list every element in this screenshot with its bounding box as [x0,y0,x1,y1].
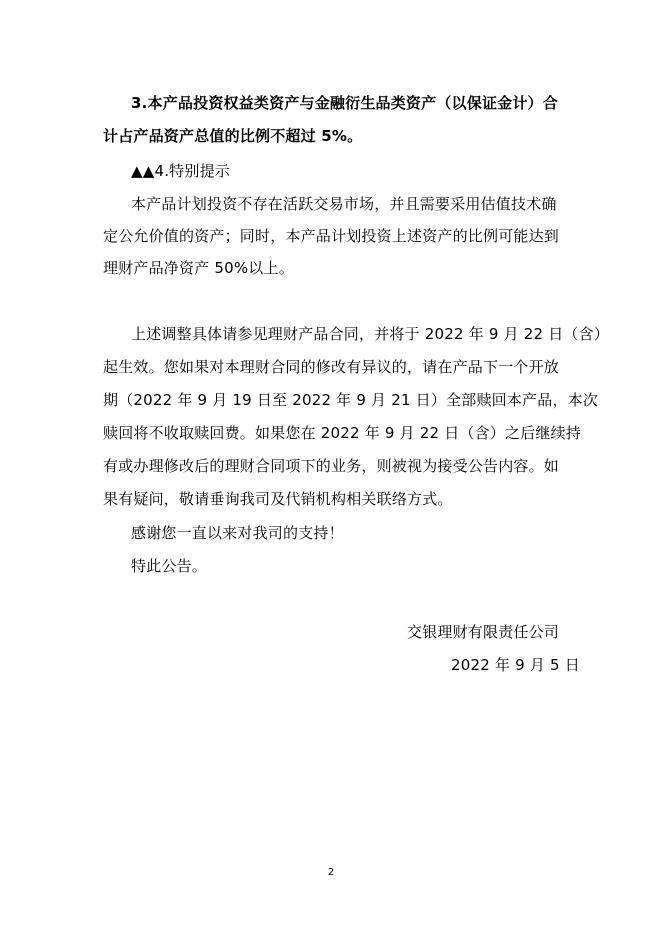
notice-line-1: 上述调整具体请参见理财产品合同，并将于 2022 年 9 月 22 日（含） [131,325,610,343]
special-notice-line-3: 理财产品净资产 50%以上。 [103,259,294,277]
notice-line-6: 果有疑问，敬请垂询我司及代销机构相关联络方式。 [103,490,453,508]
closing-line: 特此公告。 [131,557,208,575]
page-number: 2 [327,867,335,878]
notice-line-3: 期（2022 年 9 月 19 日至 2022 年 9 月 21 日）全部赎回本产品，本次 [103,391,599,409]
thanks-line: 感谢您一直以来对我司的支持！ [131,524,344,542]
clause3-line-2: 计占产品资产总值的比例不超过 5%。 [103,127,363,145]
notice-line-4: 赎回将不收取赎回费。如果您在 2022 年 9 月 22 日（含）之后继续持 [103,424,582,442]
notice-line-5: 有或办理修改后的理财合同项下的业务，则被视为接受公告内容。如 [103,457,560,475]
special-notice-line-2: 定公允价值的资产；同时，本产品计划投资上述资产的比例可能达到 [103,227,560,245]
notice-line-2: 起生效。您如果对本理财合同的修改有异议的，请在产品下一个开放 [103,358,560,376]
signature-date: 2022 年 9 月 5 日 [451,656,580,674]
company-signature: 交银理财有限责任公司 [407,623,560,641]
special-notice-heading: ▲▲4.特别提示 [131,162,230,180]
clause3-line-1: 3.本产品投资权益类资产与金融衍生品类资产（以保证金计）合 [131,94,558,112]
special-notice-line-1: 本产品计划投资不存在活跃交易市场，并且需要采用估值技术确 [131,195,557,213]
